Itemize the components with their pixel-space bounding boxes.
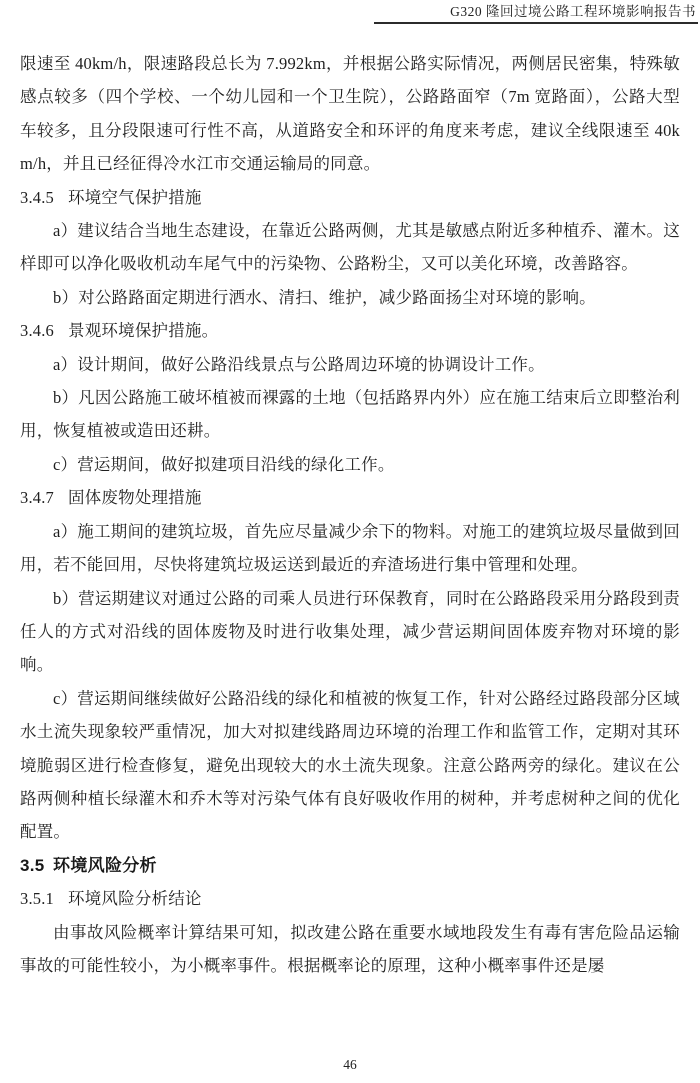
section-number: 3.4.7	[20, 488, 54, 508]
section-title: 环境空气保护措施	[68, 187, 202, 207]
section-heading-3-5	[20, 849, 680, 882]
paragraph-solid-waste-c: c）营运期间继续做好公路沿线的绿化和植被的恢复工作，针对公路经过路段部分区域水土流失现象较严重情况，加大对拟建线路周边环境的治理工作和监管工作，定期对其环境脆弱区进行检查修复，避免出现较大的水土流失现象。注意公路两旁的绿化。建议在公路两侧种植长绿灌木和乔木等对污染气体有良好吸收作用的树种，并考虑树种之间的优化配置。	[20, 688, 680, 842]
section-title: 环境风险分析	[53, 855, 157, 875]
paragraph-risk-conclusion: 由事故风险概率计算结果可知，拟改建公路在重要水域地段发生有毒有害危险品运输事故的可能性较小，为小概率事件。根据概率论的原理，这种小概率事件还是屡	[20, 922, 680, 975]
section-title: 环境风险分析结论	[68, 889, 202, 909]
section-title: 固体废物处理措施	[68, 488, 202, 508]
section-number: 3.5	[20, 855, 45, 875]
paragraph-speed-limit-continuation: 限速至 40km/h，限速路段总长为 7.992km，并根据公路实际情况，两侧居民密集，特殊敏感点较多（四个学校、一个幼儿园和一个卫生院），公路路面窄（7m 宽路面），公路大型车较多，且分段限速可行性不高，从道路安全和环评的角度来考虑，建议全线限速至 40km/h，并且已经征得冷水江市交通运输局的同意。	[20, 54, 680, 174]
page-footer	[0, 1056, 700, 1074]
paragraph-landscape-c: c）营运期间，做好拟建项目沿线的绿化工作。	[53, 454, 395, 474]
page-number: 46	[343, 1057, 357, 1072]
running-header-title: G320 隆回过境公路工程环境影响报告书	[450, 4, 696, 19]
page-body	[20, 47, 680, 982]
paragraph-solid-waste-b: b）营运期建议对通过公路的司乘人员进行环保教育，同时在公路路段采用分路段到责任人的方式对沿线的固体废物及时进行收集处理，减少营运期间固体废弃物对环境的影响。	[20, 588, 680, 675]
section-heading-3-4-6	[20, 314, 680, 347]
running-header	[0, 0, 700, 24]
paragraph-solid-waste-a: a）施工期间的建筑垃圾，首先应尽量减少余下的物料。对施工的建筑垃圾尽量做到回用，若不能回用，尽快将建筑垃圾运送到最近的弃渣场进行集中管理和处理。	[20, 521, 680, 575]
section-title: 景观环境保护措施。	[68, 321, 219, 341]
section-heading-3-4-5	[20, 181, 680, 214]
paragraph-air-protection-b: b）对公路路面定期进行洒水、清扫、维护，减少路面扬尘对环境的影响。	[53, 287, 596, 307]
paragraph-air-protection-a: a）建议结合当地生态建设，在靠近公路两侧，尤其是敏感点附近多种植乔、灌木。这样即可以净化吸收机动车尾气中的污染物、公路粉尘，又可以美化环境，改善路容。	[20, 221, 680, 274]
paragraph-landscape-a: a）设计期间，做好公路沿线景点与公路周边环境的协调设计工作。	[53, 354, 545, 374]
header-rule	[374, 22, 698, 24]
section-heading-3-5-1	[20, 882, 680, 915]
paragraph-landscape-b: b）凡因公路施工破坏植被而裸露的土地（包括路界内外）应在施工结束后立即整治利用，恢复植被或造田还耕。	[20, 388, 680, 441]
section-number: 3.4.5	[20, 187, 54, 207]
section-number: 3.4.6	[20, 321, 54, 341]
section-number: 3.5.1	[20, 889, 54, 909]
section-heading-3-4-7	[20, 481, 680, 514]
